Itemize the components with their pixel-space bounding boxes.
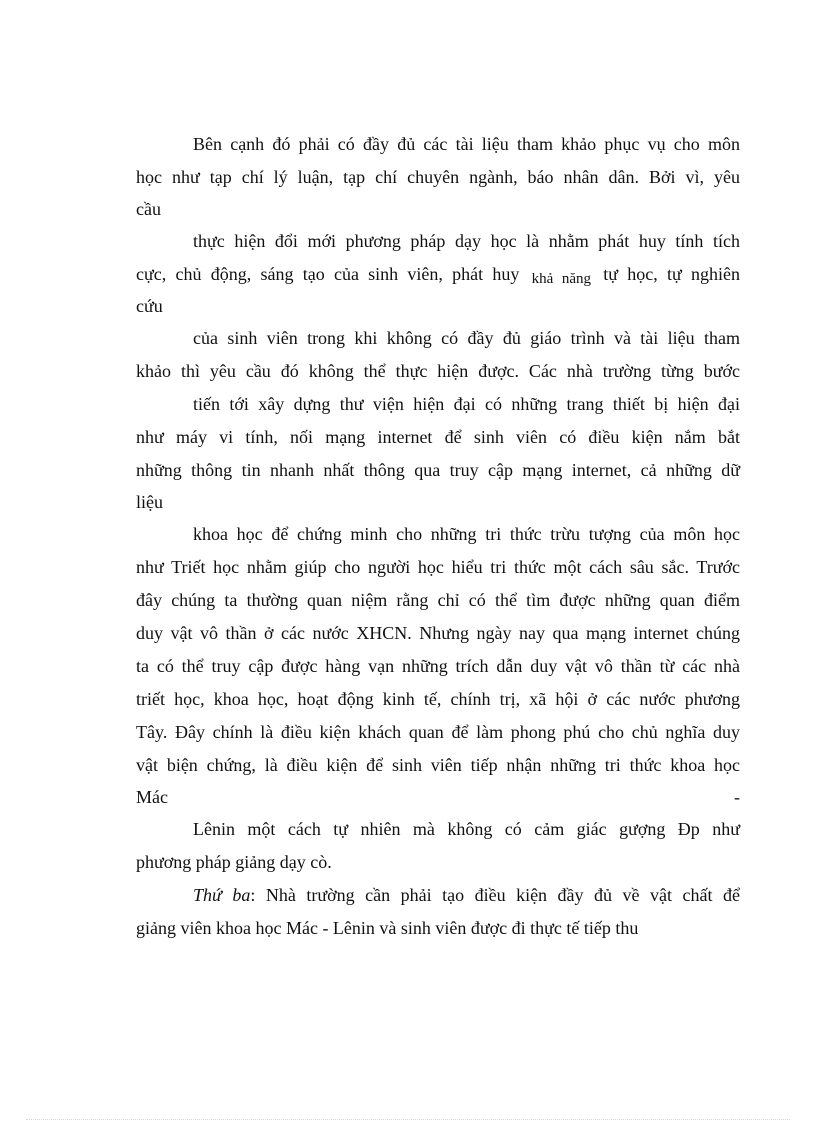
text-line — [136, 749, 740, 782]
text-line — [136, 128, 740, 161]
italic-text: Thứ ba — [193, 885, 251, 905]
text-line — [136, 487, 740, 518]
text: triết học, khoa học, hoạt động kinh tế, chính trị, xã hội ở các nước phương — [136, 689, 740, 709]
text: tiến tới xây dựng thư viện hiện đại có những trang thiết bị hiện đại — [193, 394, 740, 414]
text-line — [136, 258, 740, 291]
text: cực, chủ động, sáng tạo của sinh viên, phát huy — [136, 264, 520, 284]
text: phương pháp giảng dạy cò. — [136, 852, 332, 872]
text: đây chúng ta thường quan niệm rằng chỉ có thể tìm được những quan điểm — [136, 590, 740, 610]
text: giảng viên khoa học Mác - Lênin và sinh viên được đi thực tế tiếp thu — [136, 918, 639, 938]
text: duy vật vô thần ở các nước XHCN. Nhưng ngày nay qua mạng internet chúng — [136, 623, 740, 643]
text: cứu — [136, 296, 163, 316]
text-line — [136, 650, 740, 683]
text-line — [136, 551, 740, 584]
text-line — [136, 291, 740, 322]
text-line — [136, 846, 740, 879]
body-text — [136, 128, 740, 945]
text-line — [136, 912, 740, 945]
text: Lênin một cách tự nhiên mà không có cảm giác gượng Ðp như — [193, 819, 740, 839]
text-line — [136, 421, 740, 454]
text: - — [734, 787, 740, 807]
text-line — [136, 225, 740, 258]
text: liệu — [136, 492, 163, 512]
text: như máy vi tính, nối mạng internet để sinh viên có điều kiện nắm bắt — [136, 427, 740, 447]
text-line — [136, 813, 740, 846]
text-line — [136, 716, 740, 749]
text-line — [136, 194, 740, 225]
text: những thông tin nhanh nhất thông qua truy cập mạng internet, cả những dữ — [136, 460, 740, 480]
text: như Triết học nhằm giúp cho người học hiểu tri thức một cách sâu sắc. Trước — [136, 557, 740, 577]
text: : Nhà trường cần phải tạo điều kiện đầy đủ về vật chất để — [250, 885, 741, 905]
text: cầu — [136, 199, 161, 219]
text: tự học, tự nghiên — [603, 264, 740, 284]
text-line — [136, 518, 740, 551]
text: Mác — [136, 787, 168, 807]
text-line — [136, 782, 740, 813]
text-line — [136, 879, 740, 912]
text-line — [136, 161, 740, 194]
text-line — [136, 584, 740, 617]
text: khảo thì yêu cầu đó không thể thực hiện được. Các nhà trường từng bước — [136, 361, 740, 381]
text: của sinh viên trong khi không có đầy đủ giáo trình và tài liệu tham — [193, 328, 740, 348]
text-line — [136, 388, 740, 421]
text: Tây. Đây chính là điều kiện khách quan để làm phong phú cho chủ nghĩa duy — [136, 722, 740, 742]
text-line — [136, 322, 740, 355]
text-line — [136, 454, 740, 487]
page-bottom-border — [26, 1119, 790, 1120]
subscript-text: khả năng — [531, 271, 591, 287]
text: Bên cạnh đó phải có đầy đủ các tài liệu tham khảo phục vụ cho môn — [193, 134, 740, 154]
text-line — [136, 355, 740, 388]
text: học như tạp chí lý luận, tạp chí chuyên ngành, báo nhân dân. Bởi vì, yêu — [136, 167, 740, 187]
text: vật biện chứng, là điều kiện để sinh viên tiếp nhận những tri thức khoa học — [136, 755, 740, 775]
text: ta có thể truy cập được hàng vạn những trích dẫn duy vật vô thần từ các nhà — [136, 656, 740, 676]
text-line — [136, 617, 740, 650]
text: khoa học để chứng minh cho những tri thức trừu tượng của môn học — [193, 524, 740, 544]
text: thực hiện đổi mới phương pháp dạy học là nhằm phát huy tính tích — [193, 231, 740, 251]
text-line — [136, 683, 740, 716]
